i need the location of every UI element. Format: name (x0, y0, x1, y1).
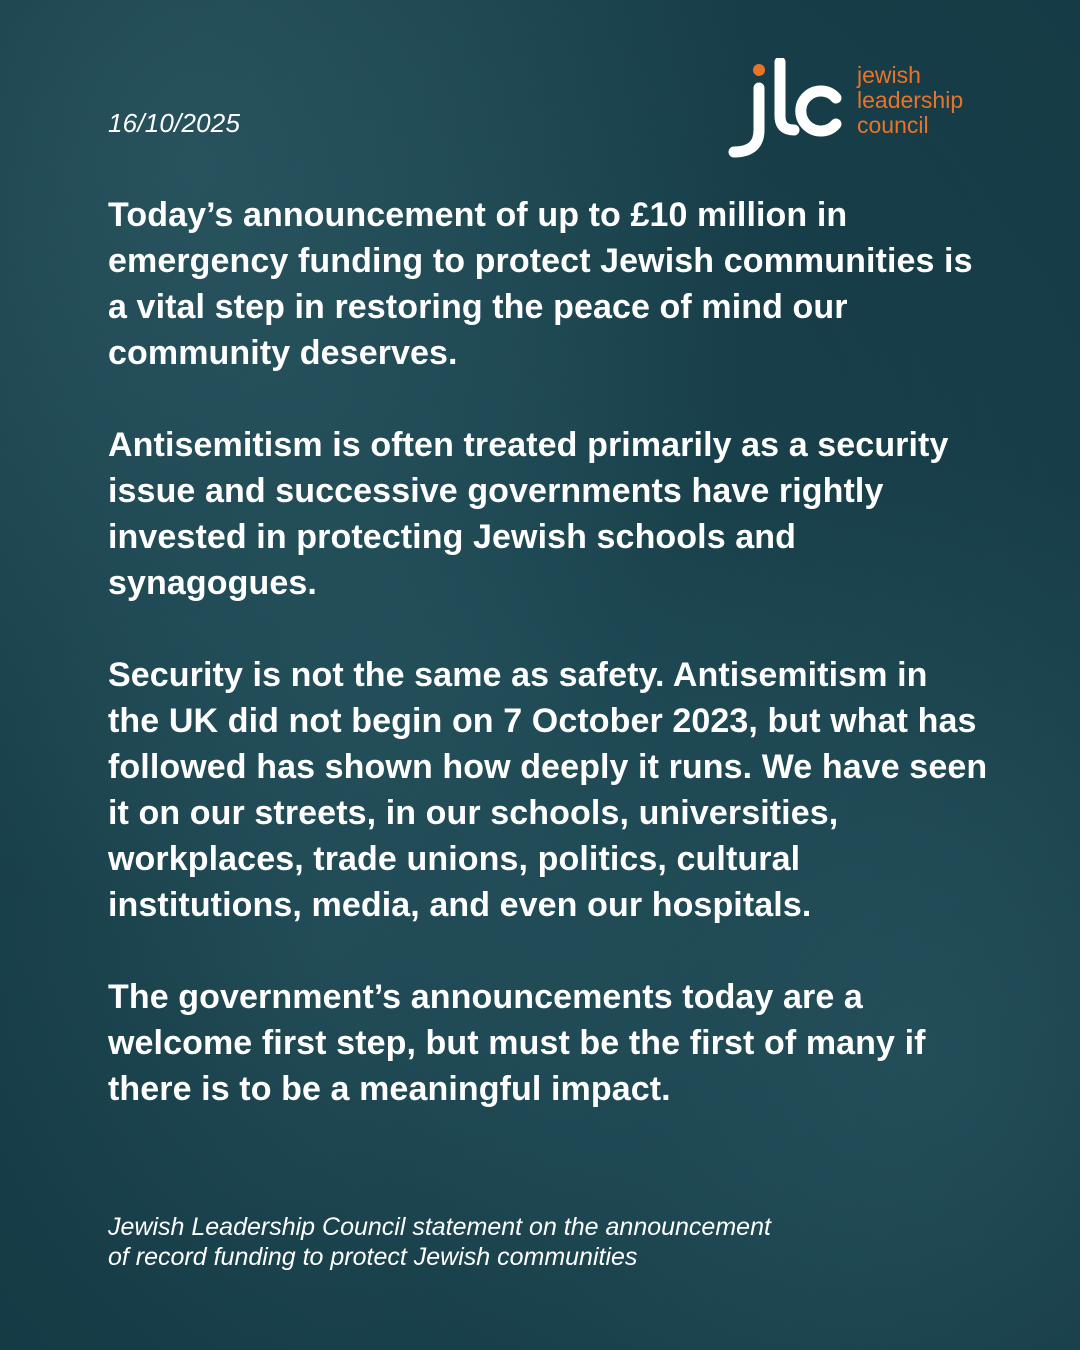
statement-caption (108, 1212, 988, 1272)
statement-paragraph-3: Security is not the same as safety. Antisemitism in the UK did not begin on 7 October 2023, but what has followed has shown how deeply it runs. We have seen it on our streets, in our schools, universities, workplaces, trade unions, politics, cultural institutions, media, and even our hospitals. (108, 656, 988, 924)
jlc-monogram-logo (722, 58, 852, 164)
statement-body (108, 192, 988, 1158)
logo-word-council: council (857, 112, 929, 138)
logo-word-leadership: leadership (857, 87, 964, 113)
statement-paragraph-1: Today’s announcement of up to £10 million in emergency funding to protect Jewish communities is a vital step in restoring the peace of mind our community deserves. (108, 196, 973, 372)
statement-date: 16/10/2025 (108, 108, 241, 138)
statement-paragraph-2: Antisemitism is often treated primarily as a security issue and successive governments have rightly invested in protecting Jewish schools and synagogues. (108, 426, 949, 602)
logo-word-jewish: jewish (857, 62, 921, 88)
caption-line-2: of record funding to protect Jewish communities (108, 1243, 638, 1271)
logo-wordmark (857, 63, 963, 138)
jlc-logo (722, 58, 982, 164)
caption-line-1: Jewish Leadership Council statement on the announcement (108, 1213, 771, 1241)
statement-paragraph-4: The government’s announcements today are a welcome first step, but must be the first of many if there is to be a meaningful impact. (108, 978, 926, 1108)
